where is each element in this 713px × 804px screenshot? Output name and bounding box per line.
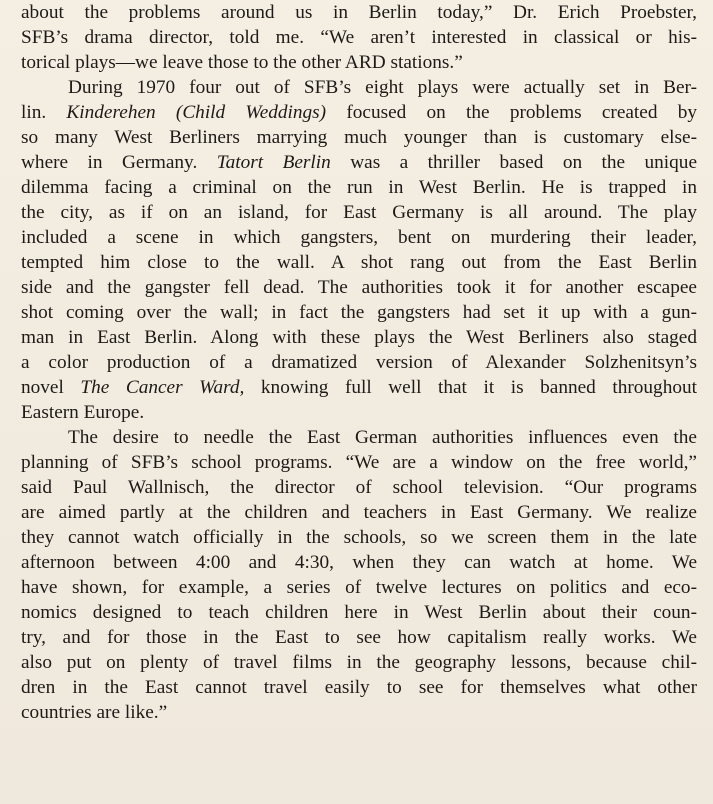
body-text: [21, 0, 697, 725]
italic-title: Tatort Berlin: [216, 152, 331, 173]
text-line: [21, 525, 697, 550]
text-segment: novel: [21, 377, 81, 398]
text-line: [21, 700, 697, 725]
text-line: [21, 200, 697, 225]
paragraph: [21, 425, 697, 725]
text-line: [21, 400, 697, 425]
text-line: [21, 275, 697, 300]
text-segment: During 1970 four out of SFB’s eight plays were actually set in Ber-: [68, 77, 697, 98]
text-line: [21, 125, 697, 150]
text-segment: said Paul Wallnisch, the director of school television. “Our programs: [21, 477, 697, 498]
text-line: [21, 450, 697, 475]
text-line: [21, 50, 697, 75]
italic-title: The Cancer Ward,: [80, 377, 245, 398]
text-line: [21, 625, 697, 650]
text-segment: where in Germany.: [21, 152, 217, 173]
text-line: [21, 650, 697, 675]
text-segment: torical plays—we leave those to the other ARD stations.”: [21, 52, 463, 73]
text-line: [21, 575, 697, 600]
text-segment: man in East Berlin. Along with these plays the West Berliners also staged: [21, 327, 697, 348]
text-line: [21, 75, 697, 100]
text-segment: afternoon between 4:00 and 4:30, when they can watch at home. We: [21, 552, 697, 573]
text-segment: so many West Berliners marrying much younger than is customary else-: [21, 127, 697, 148]
text-line: [21, 600, 697, 625]
text-line: [21, 250, 697, 275]
text-segment: was a thriller based on the unique: [330, 152, 698, 173]
text-segment: SFB’s drama director, told me. “We aren’t interested in classical or his-: [21, 27, 697, 48]
text-segment: tempted him close to the wall. A shot rang out from the East Berlin: [21, 252, 697, 273]
text-line: [21, 550, 697, 575]
text-segment: are aimed partly at the children and teachers in East Germany. We realize: [21, 502, 697, 523]
text-segment: shot coming over the wall; in fact the gangsters had set it up with a gun-: [21, 302, 697, 323]
text-line: [21, 500, 697, 525]
text-segment: a color production of a dramatized version of Alexander Solzhenitsyn’s: [21, 352, 697, 373]
text-line: [21, 675, 697, 700]
text-segment: dren in the East cannot travel easily to see for themselves what other: [21, 677, 697, 698]
paragraph: [21, 0, 697, 75]
text-segment: try, and for those in the East to see how capitalism really works. We: [21, 627, 697, 648]
text-segment: dilemma facing a criminal on the run in West Berlin. He is trapped in: [21, 177, 697, 198]
text-segment: included a scene in which gangsters, bent on murdering their leader,: [21, 227, 697, 248]
text-segment: countries are like.”: [21, 702, 168, 723]
italic-title: Kinderehen (Child Weddings): [66, 102, 327, 123]
text-segment: side and the gangster fell dead. The authorities took it for another escapee: [21, 277, 697, 298]
text-line: [21, 325, 697, 350]
text-line: [21, 475, 697, 500]
text-segment: the city, as if on an island, for East Germany is all around. The play: [21, 202, 697, 223]
text-segment: nomics designed to teach children here in West Berlin about their coun-: [21, 602, 697, 623]
text-segment: Eastern Europe.: [21, 402, 145, 423]
text-segment: knowing full well that it is banned throughout: [244, 377, 697, 398]
text-segment: The desire to needle the East German authorities influences even the: [68, 427, 697, 448]
text-line: [21, 425, 697, 450]
paragraph: [21, 75, 697, 425]
text-line: [21, 100, 697, 125]
text-line: [21, 225, 697, 250]
text-segment: lin.: [21, 102, 67, 123]
text-segment: focused on the problems created by: [326, 102, 697, 123]
text-segment: they cannot watch officially in the schools, so we screen them in the late: [21, 527, 697, 548]
text-segment: about the problems around us in Berlin today,” Dr. Erich Proebster,: [21, 2, 697, 23]
text-line: [21, 25, 697, 50]
text-line: [21, 175, 697, 200]
text-line: [21, 350, 697, 375]
text-line: [21, 375, 697, 400]
text-segment: planning of SFB’s school programs. “We are a window on the free world,”: [21, 452, 697, 473]
text-line: [21, 150, 697, 175]
text-segment: have shown, for example, a series of twelve lectures on politics and eco-: [21, 577, 697, 598]
text-line: [21, 300, 697, 325]
text-segment: also put on plenty of travel films in the geography lessons, because chil-: [21, 652, 697, 673]
text-line: [21, 0, 697, 25]
